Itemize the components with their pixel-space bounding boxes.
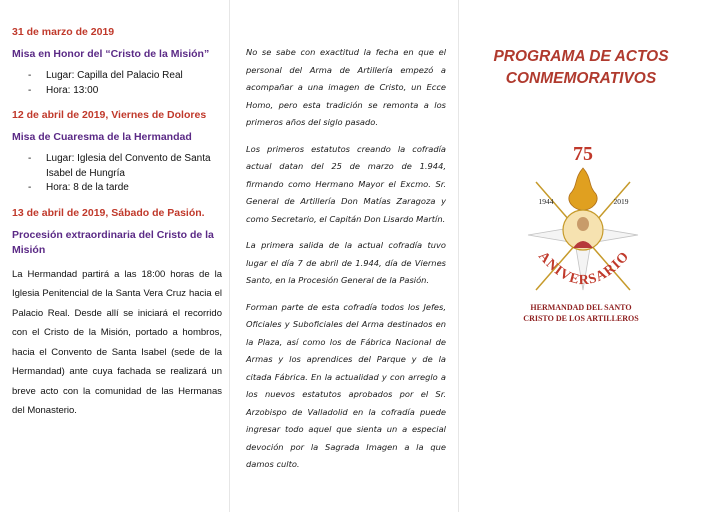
- event-title: Procesión extraordinaria del Cristo de la Misión: [12, 228, 214, 256]
- program-title-line: PROGRAMA DE ACTOS: [493, 48, 669, 65]
- left-panel: [0, 0, 230, 512]
- event-details: [28, 69, 222, 98]
- program-title-line: CONMEMORATIVOS: [505, 70, 657, 87]
- event-details: [28, 152, 222, 196]
- year-end: 2019: [613, 197, 629, 206]
- event-date: 12 de abril de 2019, Viernes de Dolores: [12, 109, 207, 121]
- event-title: Misa de Cuaresma de la Hermandad: [12, 131, 192, 143]
- event-date: 13 de abril de 2019, Sábado de Pasión.: [12, 206, 205, 219]
- event-description: La Hermandad partirá a las 18:00 horas de la Iglesia Penitencial de la Santa Vera Cruz hacia el Palacio Real. Desde allí se iniciará el recorrido con el Cristo de la Misión, portado a hombros, hacia el Convento de Santa Isabel (sede de la Hermandad) ante cuya fachada se realizará un breve acto con la comunidad de las Hermanas del Monasterio.: [12, 268, 222, 416]
- christ-face-icon: [577, 217, 589, 231]
- middle-panel: [230, 0, 458, 512]
- event-time: - Hora: 8 de la tarde: [28, 181, 222, 196]
- program-title: [458, 46, 704, 90]
- anniversary-word: ANIVERSARIO: [535, 248, 633, 289]
- history-paragraph: No se sabe con exactitud la fecha en que el personal del Arma de Artillería empezó a acompañar a una imagen de Cristo, un Ecce Homo, pero esta tradición se remonta a los primeros años del siglo pasado.: [246, 47, 446, 127]
- event-location: - Lugar: Capilla del Palacio Real: [28, 69, 222, 84]
- history-paragraph: Los primeros estatutos creando la cofradía actual datan del 25 de marzo de 1.944, firmando como Hermano Mayor el Excmo. Sr. General de Artillería Don Matías Zaragoza y como Secretario, el Capitán Don Lisardo Martín.: [246, 143, 446, 224]
- event-title: Misa en Honor del “Cristo de la Misión”: [12, 48, 210, 60]
- brotherhood-name: [458, 302, 704, 324]
- anniversary-number: 75: [573, 143, 593, 165]
- anniversary-logo: [518, 140, 648, 320]
- history-paragraph: La primera salida de la actual cofradía tuvo lugar el día 7 de abril de 1.944, día de Viernes Santo, en la Procesión General de la Pasión.: [246, 240, 446, 285]
- brotherhood-line: HERMANDAD DEL SANTO: [530, 303, 632, 312]
- year-start: 1944: [538, 197, 554, 206]
- event-time: - Hora: 13:00: [28, 84, 222, 99]
- flame-icon: [569, 168, 597, 210]
- history-paragraph: Forman parte de esta cofradía todos los Jefes, Oficiales y Suboficiales del Arma destinados en la Plaza, así como los de Fábrica Nacional de Armas y los aprendices del Parque y de la citada Fábrica. En la actualidad y con arreglo a los nuevos estatutos aprobados por el Sr. Arzobispo de Valladolid en la cofradía puede ingresar todo aquel que sienta un a especial devoción por la Sagrada Imagen a la que damos culto.: [246, 301, 446, 469]
- brotherhood-line: CRISTO DE LOS ARTILLEROS: [523, 314, 639, 323]
- event-location: - Lugar: Iglesia del Convento de Santa Isabel de Hungría: [28, 152, 222, 181]
- right-panel: [458, 0, 704, 512]
- event-date: 31 de marzo de 2019: [12, 26, 115, 38]
